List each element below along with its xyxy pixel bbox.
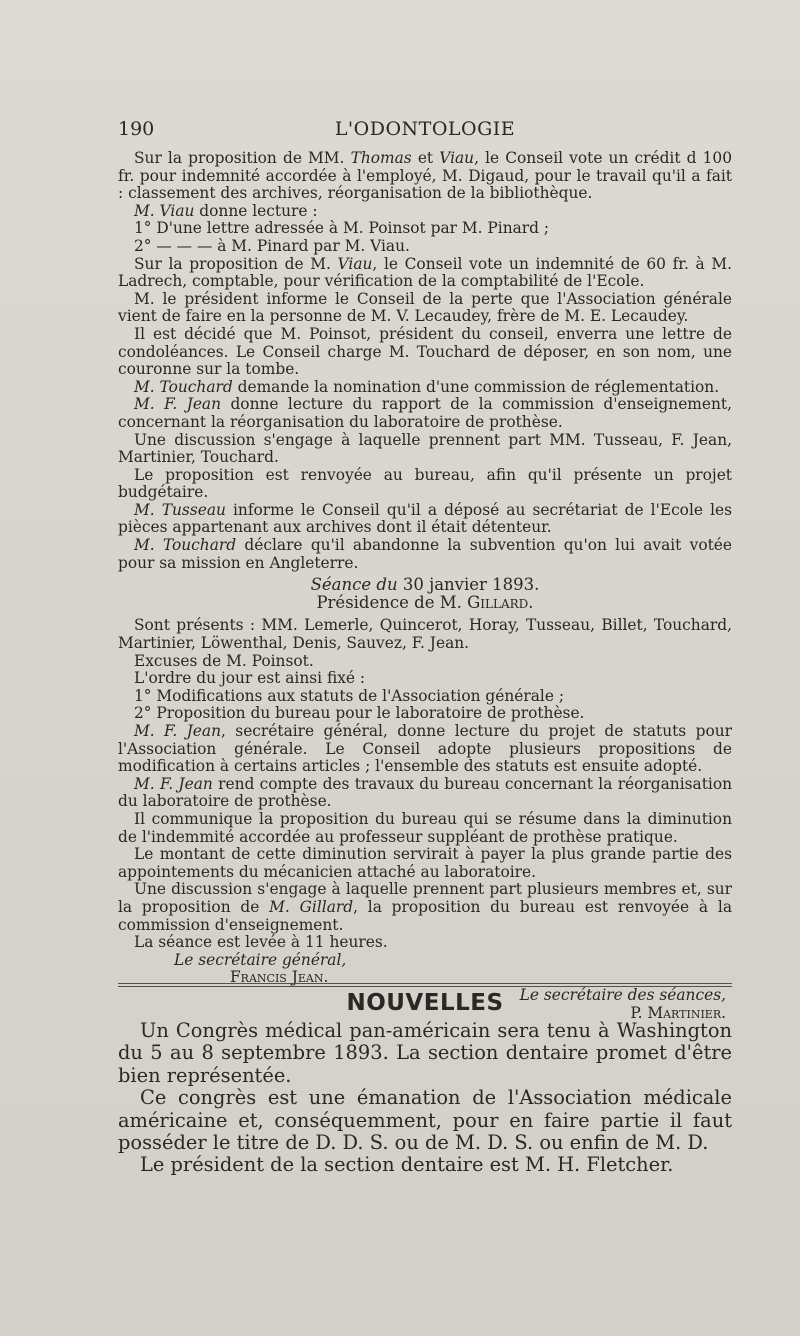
council-minutes [118, 150, 732, 1022]
paragraph: Une discussion s'engage à laquelle prennent part plusieurs membres et, sur la proposition de M. Gillard, la proposition du bureau est renvoyée à la commission d'enseignement. [118, 880, 732, 934]
paragraph: M. Viau donne lecture : [134, 201, 318, 220]
signature-name: P. Martinier. [630, 1003, 726, 1022]
seance-heading: Séance du 30 janvier 1893. [310, 575, 540, 595]
paragraph: M. F. Jean rend compte des travaux du bureau concernant la réorganisation du laboratoire de prothèse. [118, 774, 733, 811]
paragraph: M. Tusseau informe le Conseil qu'il a déposé au secrétariat de l'Ecole les pièces appartenant aux archives dont il était détenteur. [118, 500, 732, 537]
paragraph: Il est décidé que M. Poinsot, président du conseil, enverra une lettre de condoléances. Le Conseil charge M. Touchard de déposer, en son nom, une couronne sur la tombe. [118, 324, 732, 379]
signature-secretary-general [174, 952, 732, 987]
paragraph: 2° Proposition du bureau pour le laboratoire de prothèse. [134, 704, 585, 723]
paragraph: 1° Modifications aux statuts de l'Association générale ; [134, 686, 565, 705]
section-divider [118, 983, 732, 984]
running-title: L'ODONTOLOGIE [334, 118, 516, 140]
paragraph: Sur la proposition de MM. Thomas et Viau, le Conseil vote un crédit d 100 fr. pour indemnité accordée à l'employé, M. Digaud, pour le travail qu'il a fait : classement des archives, réorganisation de la bibliothèque. [118, 149, 732, 203]
paragraph: Une discussion s'engage à laquelle prennent part MM. Tusseau, F. Jean, Martinier, Touchard. [118, 430, 732, 467]
nouvelles-section [118, 1020, 732, 1177]
paragraph: 1° D'une lettre adressée à M. Poinsot par M. Pinard ; [134, 219, 550, 238]
paragraph: M. le président informe le Conseil de la perte que l'Association générale vient de faire en la personne de M. V. Lecaudey, frère de M. E. Lecaudey. [118, 289, 732, 326]
paragraph: Sont présents : MM. Lemerle, Quincerot, Horay, Tusseau, Billet, Touchard, Martinier, Löwenthal, Denis, Sauvez, F. Jean. [118, 616, 732, 653]
signature-name: Francis Jean. [230, 968, 329, 987]
page-number: 190 [118, 118, 155, 140]
section-title: NOUVELLES [346, 990, 504, 1016]
presidence-heading: Présidence de M. Gillard. [316, 592, 534, 612]
paragraph: Le montant de cette diminution servirait à payer la plus grande partie des appointements du mécanicien attaché au laboratoire. [118, 845, 732, 881]
paragraph: Sur la proposition de M. Viau, le Conseil vote un indemnité de 60 fr. à M. Ladrech, comptable, pour vérification de la comptabilité de l'Ecole. [118, 254, 732, 291]
signature-title: Le secrétaire général, [174, 950, 347, 969]
section-divider [118, 986, 732, 987]
paragraph: M. Touchard déclare qu'il abandonne la subvention qu'on lui avait votée pour sa mission en Angleterre. [118, 536, 732, 572]
signature-title: Le secrétaire des séances, [519, 985, 726, 1004]
paragraph: M. F. Jean donne lecture du rapport de la commission d'enseignement, concernant la réorganisation du laboratoire de prothèse. [118, 395, 732, 431]
paragraph: M. F. Jean, secrétaire général, donne lecture du projet de statuts pour l'Association générale. Le Conseil adopte plusieurs propositions de modification à certains articles ; l'ensemble des statuts est ensuite adopté. [118, 722, 732, 776]
paragraph: La séance est levée à 11 heures. [134, 933, 388, 952]
paragraph: M. Touchard demande la nomination d'une commission de réglementation. [134, 377, 720, 396]
paragraph: Excuses de M. Poinsot. [134, 651, 314, 670]
paragraph: Le proposition est renvoyée au bureau, afin qu'il présente un projet budgétaire. [118, 465, 732, 502]
paragraph: Il communique la proposition du bureau qui se résume dans la diminution de l'indemmité accordée au professeur suppléant de prothèse pratique. [118, 809, 732, 846]
paragraph: Ce congrès est une émanation de l'Association médicale américaine et, conséquemment, pour en faire partie il faut posséder le titre de D. D. S. ou de M. D. S. ou enfin de M. D. [118, 1086, 732, 1155]
paragraph: L'ordre du jour est ainsi fixé : [134, 669, 366, 688]
paragraph: 2° — — — à M. Pinard par M. Viau. [134, 236, 410, 255]
paragraph: Un Congrès médical pan-américain sera tenu à Washington du 5 au 8 septembre 1893. La section dentaire promet d'être bien représentée. [118, 1019, 732, 1087]
page-header [118, 118, 732, 144]
paragraph: Le président de la section dentaire est M. H. Fletcher. [140, 1153, 674, 1177]
